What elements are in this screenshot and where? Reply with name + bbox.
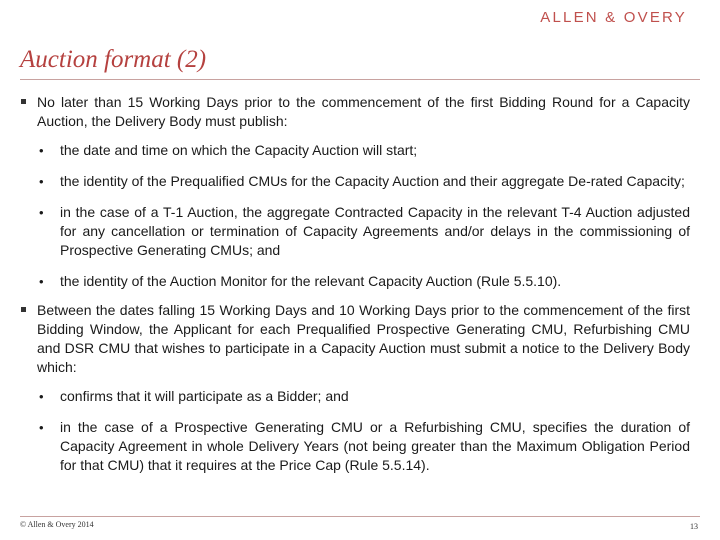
section-1-item-text: the identity of the Prequalified CMUs for the Capacity Auction and their aggregate De-rated Capacity; [60,173,685,189]
section-2-item [20,387,690,406]
slide-title: Auction format (2) [20,46,207,73]
bullet-icon: • [39,205,44,220]
section-1-item [20,141,690,160]
section-1-item-text: in the case of a T-1 Auction, the aggregate Contracted Capacity in the relevant T-4 Auction adjusted for any cancellation or termination of Capacity Agreements and/or delays in the commissioning of Prospective Generating CMUs; and [60,204,690,258]
section-1-item [20,172,690,191]
section-1-paragraph [20,93,690,131]
bullet-icon: • [39,174,44,189]
section-2-item [20,418,690,475]
allen-overy-logo: ALLEN & OVERY [540,9,687,26]
bullet-icon: • [39,389,44,404]
footer-divider [20,516,700,517]
page-number: 13 [690,522,698,531]
footer-copyright: © Allen & Overy 2014 [20,520,94,529]
section-1-item-text: the date and time on which the Capacity Auction will start; [60,142,418,158]
slide-content [20,93,690,475]
bullet-icon: • [39,274,44,289]
section-1-item-text: the identity of the Auction Monitor for the relevant Capacity Auction (Rule 5.5.10). [60,273,562,289]
section-2-paragraph [20,301,690,377]
square-bullet-icon [21,99,26,104]
section-2-text: Between the dates falling 15 Working Days and 10 Working Days prior to the commencement of the first Bidding Window, the Applicant for each Prequalified Prospective Generating CMU, Refurbishing CMU and DSR CMU that wishes to participate in a Capacity Auction must submit a notice to the Delivery Body which: [37,302,690,375]
section-1-item [20,272,690,291]
section-2-item-text: in the case of a Prospective Generating CMU or a Refurbishing CMU, specifies the duration of Capacity Agreement in whole Delivery Years (not being greater than the Maximum Obligation Period for that CMU) that it requires at the Price Cap (Rule 5.5.14). [60,419,690,473]
square-bullet-icon [21,307,26,312]
section-1-text: No later than 15 Working Days prior to the commencement of the first Bidding Round for a Capacity Auction, the Delivery Body must publish: [37,94,690,129]
bullet-icon: • [39,420,44,435]
section-1-item [20,203,690,260]
section-2-item-text: confirms that it will participate as a Bidder; and [60,388,349,404]
bullet-icon: • [39,143,44,158]
title-divider [20,79,700,80]
